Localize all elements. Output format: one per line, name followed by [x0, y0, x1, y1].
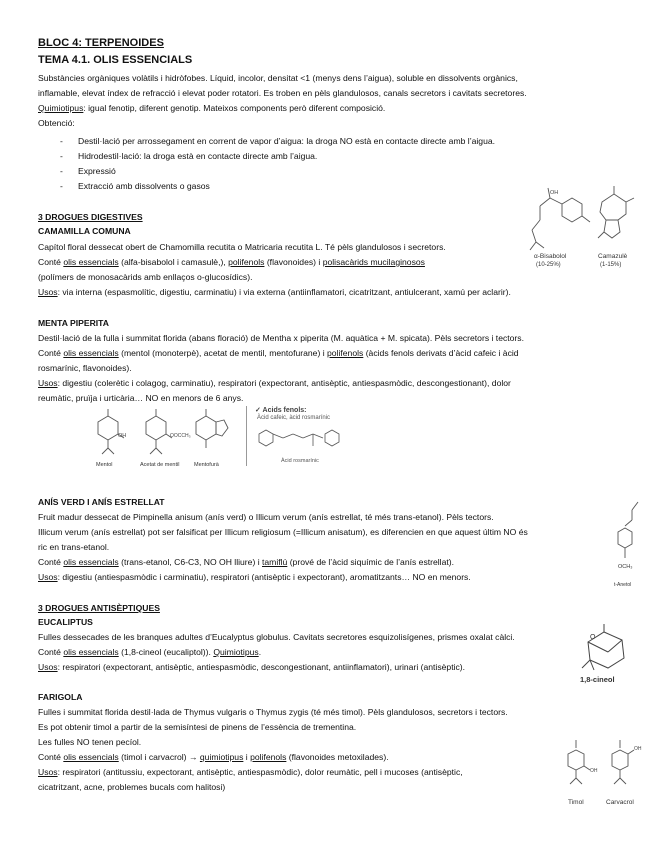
bisabolol-camazule-structures — [510, 184, 640, 276]
term-olis-essencials: olis essencials — [63, 647, 119, 657]
camazule-ring-5 — [604, 220, 620, 238]
camamilla-usos — [38, 287, 511, 298]
term-polifenols: polifenols — [228, 257, 265, 267]
term-olis-essencials: olis essencials — [63, 752, 119, 762]
menta-title: MENTA PIPERITA — [38, 318, 109, 328]
term-polisacarids: polisacàrids mucilaginosos — [322, 257, 425, 267]
text-span: (flavonoides) i — [264, 257, 323, 267]
cineol-label: 1,8-cineol — [580, 675, 615, 684]
eucaliptus-compounds — [38, 647, 261, 658]
farigola-line: Es pot obtenir timol a partir de la semisíntesi de pinens de l’essència de trementina. — [38, 722, 357, 732]
intro-line: inflamable, elevat índex de refracció i elevat poder rotatori. Es troben en pèls glandulosos, canals secretors i cavitats secretores. — [38, 88, 527, 98]
usos-text: : digestiu (colerètic i colagog, carminatiu), respiratori (expectorant, antisèptic, antiespasmòdic, descongestionant), dolor — [57, 378, 511, 388]
eucaliptus-title: EUCALIPTUS — [38, 617, 93, 627]
benzene-ring — [325, 430, 339, 446]
furan-ring — [216, 420, 228, 436]
acetat-label: Acetat de mentil — [140, 462, 180, 468]
text-span: Conté — [38, 647, 64, 657]
text-span: (prové de l’àcid siquímic de l’anís estrellat). — [287, 557, 455, 567]
mentol-label: Mentol — [96, 462, 113, 468]
menta-usos-cont: reumàtic, pruïja i urticària… NO en menors de 6 anys. — [38, 393, 244, 403]
text-span: (mentol (monoterpè), acetat de mentil, mentofurane) i — [118, 348, 327, 358]
camazule-percent: (1-15%) — [600, 262, 622, 268]
quimiotipus-term: Quimiotipus — [38, 103, 84, 113]
usos-text: : digestiu (antiespasmòdic i carminatiu), respiratori (antisèptic i expectorant), aromatitzants… NO en menors. — [57, 572, 471, 582]
camamilla-line: (polímers de monosacàrids amb enllaços o-glucosídics). — [38, 272, 253, 282]
tema-title: TEMA 4.1. OLIS ESSENCIALS — [38, 54, 193, 66]
camamilla-line: Capítol floral dessecat obert de Chamomilla recutita o Matricaria recutita L. Té pèls glandulosos i secretors. — [38, 242, 446, 252]
camamilla-title: CAMAMILLA COMUNA — [38, 226, 131, 236]
menta-line: rosmarínic, flavonoides). — [38, 363, 132, 373]
quimiotipus-definition — [38, 103, 385, 114]
obtencio-item: Expressió — [78, 166, 116, 176]
anis-title: ANÍS VERD I ANÍS ESTRELLAT — [38, 497, 165, 507]
text-span: (1,8-cineol (eucaliptol)). — [118, 647, 214, 657]
usos-label: Usos — [38, 767, 58, 777]
obtencio-item: Hidrodestil·lació: la droga està en contacte directe amb l’aigua. — [78, 151, 318, 161]
usos-label: Usos — [38, 378, 58, 388]
bisabolol-percent: (10-25%) — [536, 262, 561, 268]
usos-label: Usos — [38, 287, 58, 297]
bisabolol-label: α-Bisabolol — [534, 253, 567, 260]
acetat-ring — [146, 416, 166, 440]
oh-label: OH — [550, 190, 559, 196]
obtencio-item: Destil·lació per arrossegament en corrent de vapor d’aigua: la droga NO està en contacte directe amb l’aigua. — [78, 136, 496, 146]
bloc-title: BLOC 4: TERPENOIDES — [38, 37, 164, 49]
menta-usos — [38, 378, 511, 389]
text-span: (timol i carvacrol) → — [118, 752, 200, 762]
timol-label: Timol — [568, 799, 584, 806]
oxygen-label: O — [590, 634, 596, 641]
quimiotipus-text: : igual fenotip, diferent genotip. Mateixos components però diferent composició. — [83, 103, 386, 113]
anis-line: Fruit madur dessecat de Pimpinella anisum (anís verd) o Illicum verum (anís estrellat, té més trans-etanol). Pèls tectors. — [38, 512, 494, 522]
camazule-ring-7 — [600, 194, 626, 220]
text-span: (flavonoides metoxilades). — [286, 752, 389, 762]
bullet-dash: - — [60, 151, 63, 161]
term-olis-essencials: olis essencials — [63, 557, 119, 567]
bullet-dash: - — [60, 181, 63, 191]
menta-compounds — [38, 348, 519, 359]
bullet-dash: - — [60, 136, 63, 146]
mentofura-ring — [196, 416, 216, 440]
benzene-ring — [259, 430, 273, 446]
usos-text: : respiratori (antitussiu, expectorant, antisèptic, antiespasmòdic), dolor reumàtic, pell i mucoses (antisèptic, — [57, 767, 463, 777]
usos-text: : respiratori (expectorant, antisèptic, antiespasmòdic, descongestionant, antiinflamatori), urinari (antisèptic). — [57, 662, 466, 672]
text-span: Conté — [38, 348, 64, 358]
text-span: Conté — [38, 557, 64, 567]
camamilla-compounds — [38, 257, 425, 268]
text-span: Conté — [38, 257, 64, 267]
section-title-digestives: 3 DROGUES DIGESTIVES — [38, 212, 143, 222]
usos-label: Usos — [38, 662, 58, 672]
anis-line: ric en trans-etanol. — [38, 542, 110, 552]
farigola-usos-cont: cicatritzant, acne, problemes bucals com halitosi) — [38, 782, 226, 792]
och3-label: OCH₃ — [618, 564, 633, 570]
bullet-dash: - — [60, 166, 63, 176]
camazule-label: Camazulè — [598, 253, 628, 260]
acids-fenols-figure — [246, 406, 351, 466]
eucaliptus-line: Fulles dessecades de les branques adultes d’Eucalyptus globulus. Cavitats secretores esquizolisígenes, prismes oxalat càlci. — [38, 632, 515, 642]
usos-label: Usos — [38, 572, 58, 582]
rosmarinic-structure — [253, 424, 351, 458]
term-polifenols: polifenols — [250, 752, 287, 762]
acids-fenols-subtitle: Àcid cafeic, àcid rosmarínic — [257, 415, 331, 421]
menta-line: Destil·lació de la fulla i summitat florida (abans floració) de Mentha x piperita (M. aquàtica + M. spicata). Pèls secretors i tectors. — [38, 333, 524, 343]
intro-line: Substàncies orgàniques volàtils i hidròfobes. Líquid, incolor, densitat <1 (menys dens l’aigua), soluble en dissolvents orgànics, — [38, 73, 518, 83]
timol-carvacrol-structures — [560, 738, 646, 814]
mentol-ring — [98, 416, 118, 440]
acids-fenols-title: ✓ Acids fenols: — [255, 407, 307, 414]
ooc-label: OOCCH₃ — [170, 433, 191, 439]
text-span: i — [243, 752, 251, 762]
section-title-antiseptiques: 3 DROGUES ANTISÈPTIQUES — [38, 603, 160, 613]
term-olis-essencials: olis essencials — [63, 257, 119, 267]
term-quimiotipus: Quimiotipus — [213, 647, 259, 657]
term-polifenols: polifenols — [327, 348, 364, 358]
text-span: (trans-etanol, C6-C3, NO OH lliure) i — [118, 557, 262, 567]
benzene-ring — [618, 528, 632, 548]
term-quimiotipus: quimiotipus — [199, 752, 244, 762]
bisabolol-ring — [562, 198, 582, 222]
anetol-label: t-Anetol — [614, 582, 632, 588]
carvacrol-label: Carvacrol — [606, 799, 634, 806]
oh-label: OH — [118, 433, 127, 439]
farigola-usos — [38, 767, 463, 778]
eucaliptus-usos — [38, 662, 465, 673]
anis-usos — [38, 572, 471, 583]
text-span: . — [258, 647, 262, 657]
menta-structures — [88, 408, 238, 470]
term-olis-essencials: olis essencials — [63, 348, 119, 358]
oh-label: OH — [634, 746, 642, 752]
farigola-compounds — [38, 752, 389, 763]
rosmarinic-caption: Àcid rosmarínic — [281, 458, 319, 464]
obtencio-label: Obtenció: — [38, 118, 75, 128]
farigola-title: FARIGOLA — [38, 692, 83, 702]
carvacrol-ring — [612, 750, 628, 770]
mentofura-label: Mentofurà — [194, 462, 219, 468]
cineol-structure — [574, 622, 638, 686]
obtencio-item: Extracció amb dissolvents o gasos — [78, 181, 210, 191]
timol-ring — [568, 750, 584, 770]
text-span: (àcids fenols derivats d’àcid cafeic i àcid — [363, 348, 519, 358]
anis-line: Illicum verum (anís estrellat) pot ser falsificat per Illicum religiosum (=Illicum anisatum), es diferencien en que aquest últim NO és — [38, 527, 528, 537]
usos-text: : via interna (espasmolític, digestiu, carminatiu) i via externa (antiinflamatori, cicatritzant, antiulcerant, xamú per aclarir). — [57, 287, 511, 297]
farigola-line: Les fulles NO tenen pecíol. — [38, 737, 142, 747]
anetol-structure — [612, 500, 646, 592]
farigola-line: Fulles i summitat florida destil·lada de Thymus vulgaris o Thymus zygis (té més timol). Pèls glandulosos, secretors i tectors. — [38, 707, 508, 717]
text-span: (alfa-bisabolol i camasulè,), — [118, 257, 229, 267]
term-tamiflu: tamiflú — [262, 557, 288, 567]
text-span: Conté — [38, 752, 64, 762]
anis-compounds — [38, 557, 454, 568]
oh-label: OH — [590, 768, 598, 774]
